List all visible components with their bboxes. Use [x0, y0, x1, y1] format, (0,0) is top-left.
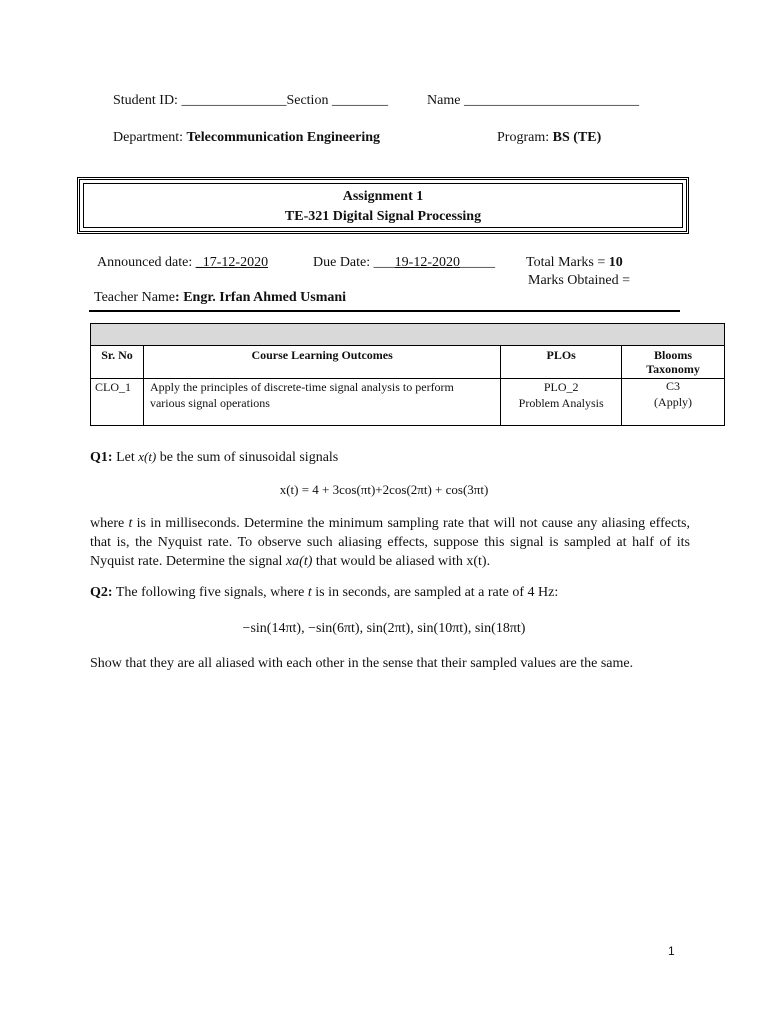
- q1-label: Q1:: [90, 450, 113, 465]
- department-line: [113, 130, 380, 146]
- col-outcomes: Course Learning Outcomes: [143, 346, 500, 379]
- due-date: [313, 255, 495, 271]
- student-id-label: Student ID:: [113, 93, 178, 108]
- q1-intro: [90, 449, 338, 466]
- q1-body: [90, 514, 690, 571]
- q1-body-3: that would be aliased with x(t).: [315, 554, 491, 569]
- due-prefix: ___: [373, 255, 395, 270]
- due-value: 19-12-2020: [394, 255, 460, 270]
- cell-bloom: [622, 379, 725, 426]
- table-row: [91, 379, 725, 426]
- program-value: BS (TE): [552, 130, 602, 145]
- assignment-title-box: [77, 177, 689, 234]
- bloom-code: C3: [666, 379, 681, 393]
- section-label: Section: [286, 93, 329, 108]
- col-blooms: Blooms Taxonomy: [622, 346, 725, 379]
- course-title: TE-321 Digital Signal Processing: [284, 209, 482, 224]
- announced-date: [97, 255, 268, 271]
- marks-obtained: [528, 273, 630, 289]
- q1-body-var: xa(t): [285, 554, 313, 569]
- plo-code: PLO_2: [543, 380, 579, 394]
- total-value: 10: [608, 255, 623, 270]
- cell-outcome: Apply the principles of discrete-time signal analysis to perform various signal operations: [143, 379, 500, 426]
- total-label: Total Marks =: [526, 255, 606, 270]
- plo-name: Problem Analysis: [518, 396, 604, 410]
- total-marks: [526, 255, 623, 271]
- q1-body-2: is in milliseconds. Determine the minimum sampling rate that will not cause any aliasing effects, that is, the Nyquist rate. To observe such aliasing effects, suppose this signal is sampled at half of its Nyquist rate. Determine the signal: [90, 516, 691, 569]
- department-label: Department:: [113, 130, 183, 145]
- name-blank: _________________________: [463, 93, 639, 108]
- cell-plo: [501, 379, 622, 426]
- q2-intro-a: The following five signals, where: [115, 585, 305, 600]
- program-label: Program:: [497, 130, 550, 145]
- q1-intro-a: Let: [116, 450, 135, 465]
- cell-sr: CLO_1: [91, 379, 144, 426]
- table-header-row: [91, 346, 725, 379]
- marks-obtained-label: Marks Obtained =: [528, 273, 630, 288]
- department-value: Telecommunication Engineering: [186, 130, 381, 145]
- assignment-title: Assignment 1: [342, 189, 424, 204]
- col-plos: PLOs: [501, 346, 622, 379]
- bloom-name: (Apply): [654, 395, 693, 409]
- q2-signals: −sin(14πt), −sin(6πt), sin(2πt), sin(10πt), sin(18πt): [242, 621, 526, 636]
- clo-table: [90, 323, 725, 426]
- page-number: 1: [668, 944, 675, 958]
- col-sr-no: Sr. No: [91, 346, 144, 379]
- student-id-blank: _______________: [181, 93, 287, 108]
- q2-intro: [90, 585, 558, 601]
- teacher-label: Teacher Name: [94, 290, 176, 305]
- teacher-name: [94, 290, 346, 306]
- name-line: [427, 93, 639, 109]
- due-label: Due Date:: [313, 255, 371, 270]
- q1-intro-b: be the sum of sinusoidal signals: [159, 450, 339, 465]
- announced-label: Announced date:: [97, 255, 193, 270]
- due-suffix: _____: [459, 255, 495, 270]
- announced-value: _17-12-2020: [195, 255, 269, 270]
- q2-conclusion: Show that they are all aliased with each other in the sense that their sampled values are the same.: [90, 656, 634, 671]
- q1-body-1: where: [90, 516, 125, 531]
- q1-equation: x(t) = 4 + 3cos(πt)+2cos(2πt) + cos(3πt): [279, 482, 489, 497]
- q1-intro-var: x(t): [138, 449, 157, 464]
- q2-label: Q2:: [90, 585, 113, 600]
- teacher-value: : Engr. Irfan Ahmed Usmani: [175, 290, 347, 305]
- student-id-line: [113, 93, 388, 109]
- section-blank: ________: [331, 93, 388, 108]
- table-gray-header: [91, 324, 725, 346]
- divider: [89, 310, 680, 312]
- program-line: [497, 130, 601, 146]
- q1-body-t: t: [128, 516, 133, 531]
- q2-intro-t: t: [307, 585, 312, 600]
- name-label: Name: [427, 93, 461, 108]
- q2-intro-b: is in seconds, are sampled at a rate of 4 Hz:: [315, 585, 559, 600]
